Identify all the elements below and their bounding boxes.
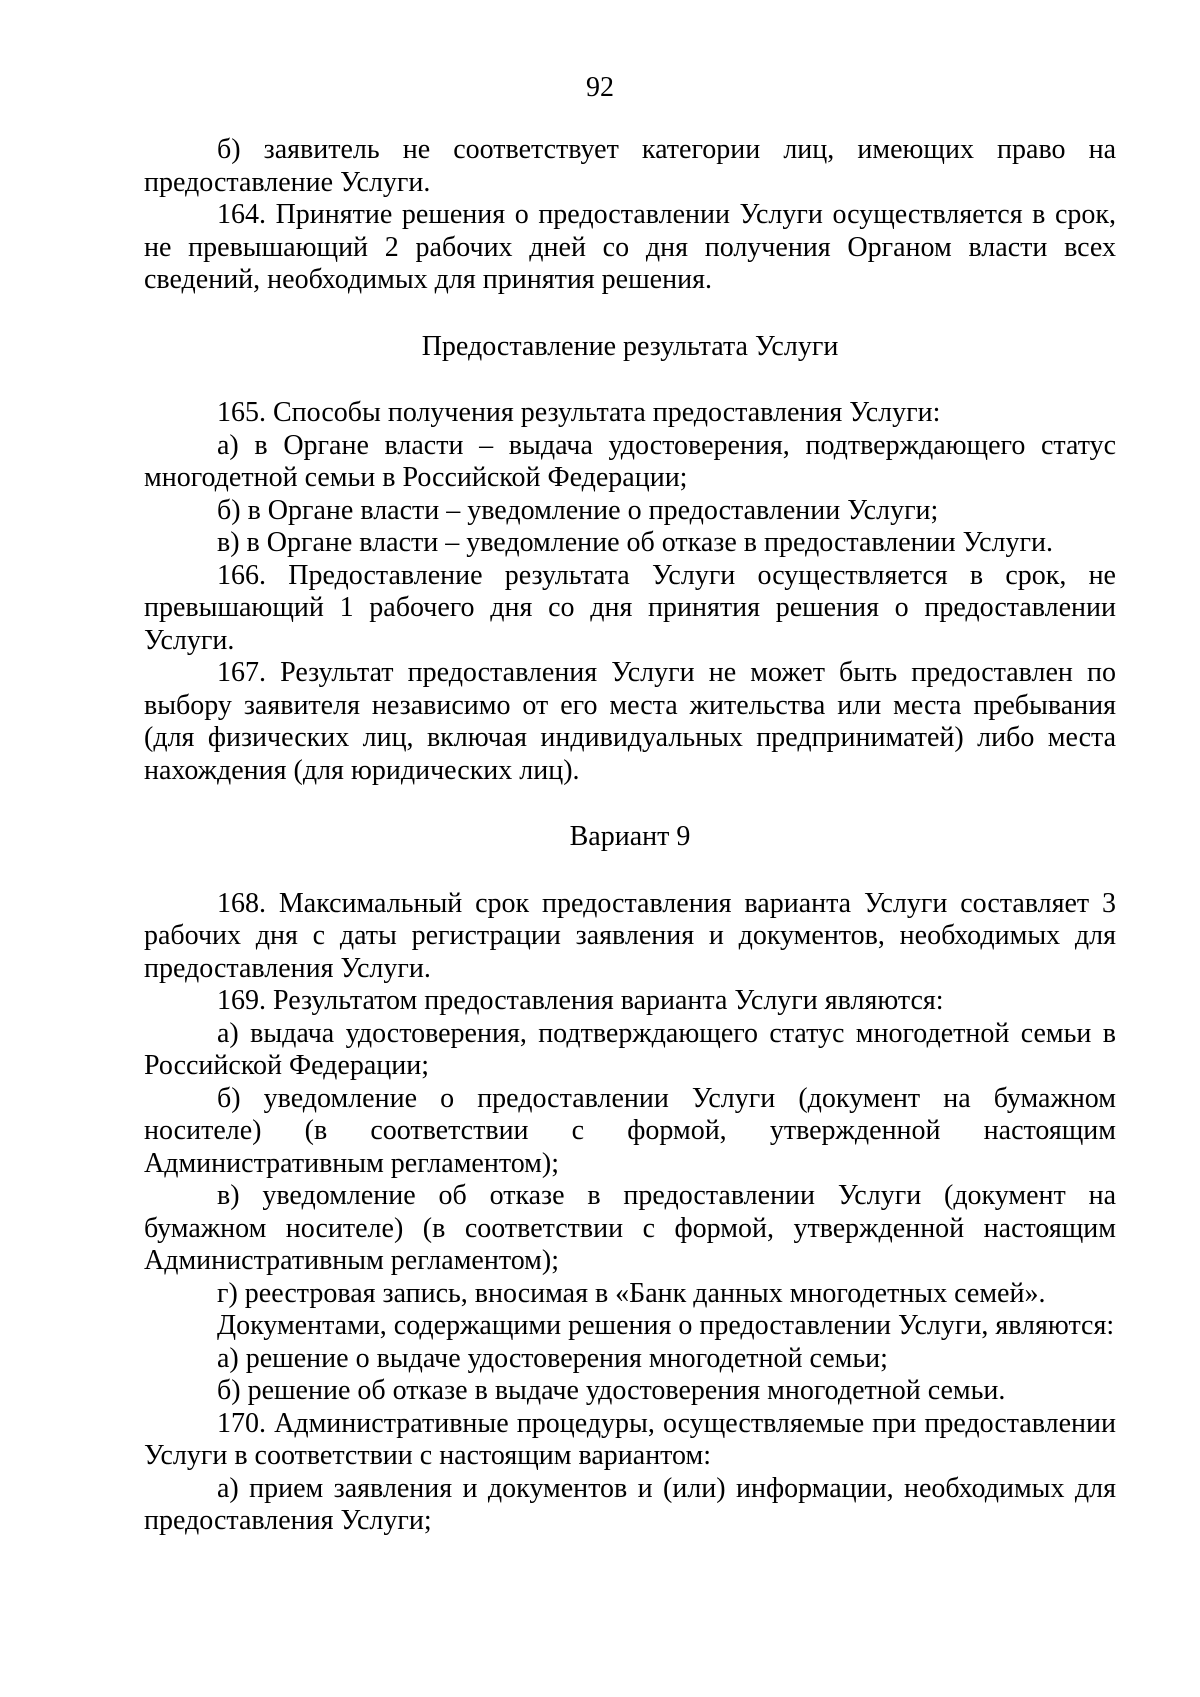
paragraph-169-a: а) выдача удостоверения, подтверждающего статус многодетной семьи в Российской Федерации; — [144, 1017, 1116, 1081]
paragraph-decision-b: б) решение об отказе в выдаче удостоверения многодетной семьи. — [217, 1375, 1006, 1406]
paragraph-167: 167. Результат предоставления Услуги не может быть предоставлен по выбору заявителя независимо от его места жительства или места пребывания (для физических лиц, включая индивидуальных предприниматей) либо места нахождения (для юридических лиц). — [144, 657, 1116, 786]
paragraph-decision-documents: Документами, содержащими решения о предоставлении Услуги, являются: — [217, 1310, 1115, 1341]
paragraph-decision-a: а) решение о выдаче удостоверения многодетной семьи; — [217, 1342, 888, 1374]
document-body — [144, 134, 1116, 1538]
paragraph-165-a: а) в Органе власти – выдача удостоверения, подтверждающего статус многодетной семьи в Российской Федерации; — [144, 429, 1116, 493]
page-number: 92 — [586, 72, 614, 103]
paragraph-170: 170. Административные процедуры, осуществляемые при предоставлении Услуги в соответствии с настоящим вариантом: — [144, 1407, 1116, 1471]
paragraph-166: 166. Предоставление результата Услуги осуществляется в срок, не превышающий 1 рабочего дня со дня принятия решения о предоставлении Услуги. — [144, 559, 1116, 656]
paragraph-168: 168. Максимальный срок предоставления варианта Услуги составляет 3 рабочих дня с даты регистрации заявления и документов, необходимых для предоставления Услуги. — [144, 887, 1116, 984]
paragraph-169-v: в) уведомление об отказе в предоставлении Услуги (документ на бумажном носителе) (в соответствии с формой, утвержденной настоящим Административным регламентом); — [144, 1180, 1116, 1276]
paragraph-170-a: а) прием заявления и документов и (или) информации, необходимых для предоставления Услуги; — [144, 1472, 1116, 1536]
paragraph-169: 169. Результатом предоставления варианта Услуги являются: — [217, 985, 944, 1016]
paragraph-169-g: г) реестровая запись, вносимая в «Банк данных многодетных семей». — [217, 1277, 1046, 1309]
section-heading-result: Предоставление результата Услуги — [421, 330, 839, 362]
paragraph-165: 165. Способы получения результата предоставления Услуги: — [217, 397, 941, 428]
paragraph-165-v: в) в Органе власти – уведомление об отказе в предоставлении Услуги. — [217, 527, 1053, 558]
paragraph-169-b: б) уведомление о предоставлении Услуги (документ на бумажном носителе) (в соответствии с формой, утвержденной настоящим Административным регламентом); — [144, 1082, 1116, 1179]
paragraph-164: 164. Принятие решения о предоставлении Услуги осуществляется в срок, не превышающий 2 рабочих дней со дня получения Органом власти всех сведений, необходимых для принятия решения. — [144, 199, 1116, 295]
paragraph-165-b: б) в Органе власти – уведомление о предоставлении Услуги; — [217, 494, 939, 526]
paragraph-subitem-b-applicant: б) заявитель не соответствует категории лиц, имеющих право на предоставление Услуги. — [144, 134, 1116, 198]
section-heading-variant-9: Вариант 9 — [569, 821, 691, 852]
